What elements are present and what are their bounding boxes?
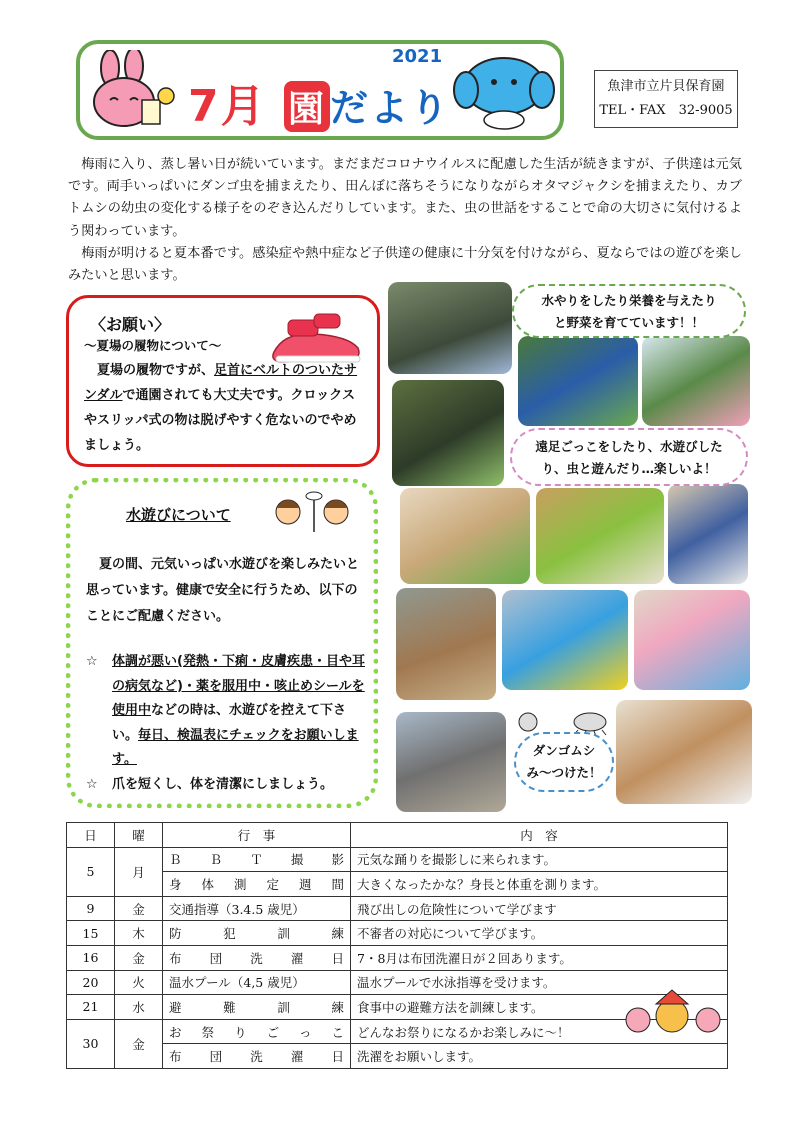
table-header-row: [67, 823, 728, 848]
festival-animals-illustration: [622, 986, 726, 1038]
cell-event: 防犯訓練: [163, 921, 351, 946]
request-body-start: 夏場の履物ですが、: [97, 363, 215, 378]
cell-content: 不審者の対応について学びます。: [351, 921, 728, 946]
table-row: [67, 847, 728, 872]
list-item-text: などの時は、水遊びを控えて下さい。: [112, 703, 347, 743]
star-icon: ☆: [86, 776, 98, 792]
request-body-underlined: 足首にベルトのついたサンダル: [84, 363, 358, 403]
table-row: [67, 872, 728, 897]
intro-paragraph: 梅雨が明けると夏本番です。感染症や熱中症など子供達の健康に十分気を付けながら、夏ならではの遊びを楽しみたいと思います。: [68, 245, 742, 284]
photo-kids-garden: [388, 282, 512, 374]
kids-shower-illustration: [272, 488, 356, 534]
cell-day: 15: [67, 921, 115, 946]
request-title: 〈お願い〉: [90, 315, 171, 334]
cell-content: 7・8月は布団洗濯日が２回あります。: [351, 945, 728, 970]
request-body: [84, 358, 360, 458]
cell-content: 食事中の避難方法を訓練します。: [351, 995, 728, 1020]
bubble-line: 遠足ごっこをしたり、水遊びした: [535, 439, 723, 454]
water-play-intro: 夏の間、元気いっぱい水遊びを楽しみたいと思っています。健康で安全に行うため、以下のことにご配慮ください。: [86, 557, 360, 624]
list-item: [86, 650, 366, 773]
request-body-end: で通園されても大丈夫です。クロックスやスリッパ式の物は脱げやすく危ないのでやめましょう。: [84, 388, 357, 453]
title-en: 園: [284, 81, 330, 132]
school-tel: TEL・FAX 32-9005: [599, 103, 733, 118]
photo-bugs: [616, 700, 752, 804]
water-play-body: [86, 552, 362, 630]
photo-crawling: [536, 488, 664, 584]
intro-paragraph: 梅雨に入り、蒸し暑い日が続いています。まだまだコロナウイルスに配慮した生活が続きますが、子供達は元気です。両手いっぱいにダンゴ虫を捕まえたり、田んぼに落ちそうになりながらオタマジャクシを捕まえたり、カブトムシの幼虫の変化する様子をのぞき込んだりしています。また、虫の世話をすることで命の大切さに気付けるよう関わっています。: [68, 157, 742, 239]
rabbit-illustration: [86, 50, 182, 134]
bubble-line: 水やりをしたり栄養を与えたり: [541, 293, 717, 308]
cell-event: 交通指導（3.4.5 歳児）: [163, 896, 351, 921]
cell-event: 避難訓練: [163, 995, 351, 1020]
cell-weekday: 木: [115, 921, 163, 946]
water-play-list: [86, 650, 366, 797]
cell-event: 身体測定週間: [163, 872, 351, 897]
bubble-line: り、虫と遊んだり…楽しいよ！: [541, 461, 717, 476]
photo-indoor-play: [400, 488, 530, 584]
cell-event: 布団洗濯日: [163, 1044, 351, 1069]
cell-day: 9: [67, 896, 115, 921]
cell-content: 元気な踊りを撮影しに来られます。: [351, 847, 728, 872]
cell-content: 飛び出しの危険性について学びます: [351, 896, 728, 921]
photo-vegetables: [642, 336, 750, 426]
cell-weekday: 月: [115, 847, 163, 896]
table-row: [67, 896, 728, 921]
school-name: 魚津市立片貝保育園: [607, 79, 725, 94]
page-title: [188, 70, 450, 134]
cell-content: 大きくなったかな？身長と体重を測ります。: [351, 872, 728, 897]
photo-planting: [518, 336, 638, 426]
table-row: [67, 921, 728, 946]
cell-day: 21: [67, 995, 115, 1020]
cell-weekday: 火: [115, 970, 163, 995]
photo-outdoor-walk: [396, 712, 506, 812]
speech-bubble-bugs: [514, 732, 614, 792]
column-header-content: 内 容: [351, 823, 728, 848]
photo-watering: [392, 380, 504, 486]
cell-day: 20: [67, 970, 115, 995]
cell-content: 温水プールで水泳指導を受けます。: [351, 970, 728, 995]
column-header-weekday: 曜: [115, 823, 163, 848]
table-row: [67, 945, 728, 970]
photo-water-tub: [502, 590, 628, 690]
photo-swing: [668, 484, 748, 584]
water-play-title: 水遊びについて: [126, 506, 231, 524]
bubble-line: ダンゴムシ: [532, 743, 596, 758]
cell-event: ＢＢＴ撮影: [163, 847, 351, 872]
cell-weekday: 水: [115, 995, 163, 1020]
cell-day: 5: [67, 847, 115, 896]
star-icon: ☆: [86, 654, 98, 669]
elephant-illustration: [452, 50, 556, 134]
cell-day: 30: [67, 1019, 115, 1068]
cell-event: お祭りごっこ: [163, 1019, 351, 1044]
column-header-event: 行 事: [163, 823, 351, 848]
title-month: 7月: [188, 81, 267, 132]
cell-weekday: 金: [115, 945, 163, 970]
photo-sand-play: [396, 588, 496, 700]
cell-event: 布団洗濯日: [163, 945, 351, 970]
header-year: 2021: [392, 46, 443, 67]
speech-bubble-play: [510, 428, 748, 486]
list-item-check: 毎日、検温表にチェックをお願いします。: [112, 727, 359, 767]
request-subtitle: ～夏場の履物について～: [84, 338, 222, 353]
bubble-line: み～つけた！: [526, 765, 602, 780]
speech-bubble-vegetables: [512, 284, 746, 338]
bubble-line: と野菜を育てています！！: [553, 315, 704, 330]
cell-content: どんなお祭りになるかお楽しみに～！: [351, 1019, 728, 1044]
table-row: [67, 1044, 728, 1069]
list-item: [86, 773, 366, 798]
cell-weekday: 金: [115, 1019, 163, 1068]
cell-day: 16: [67, 945, 115, 970]
cell-content: 洗濯をお願いします。: [351, 1044, 728, 1069]
photo-hats: [634, 590, 750, 690]
cell-event: 温水プール（4,5 歳児）: [163, 970, 351, 995]
school-info: [594, 70, 738, 128]
title-dayori: だより: [329, 86, 450, 130]
column-header-day: 日: [67, 823, 115, 848]
list-item-condition: 体調が悪い(発熱・下痢・皮膚疾患・目や耳の病気など)・薬を服用中・咳止めシールを使用中: [112, 654, 365, 718]
intro-text: [68, 154, 742, 287]
list-item-text: 爪を短くし、体を清潔にしましょう。: [112, 776, 334, 792]
cell-weekday: 金: [115, 896, 163, 921]
